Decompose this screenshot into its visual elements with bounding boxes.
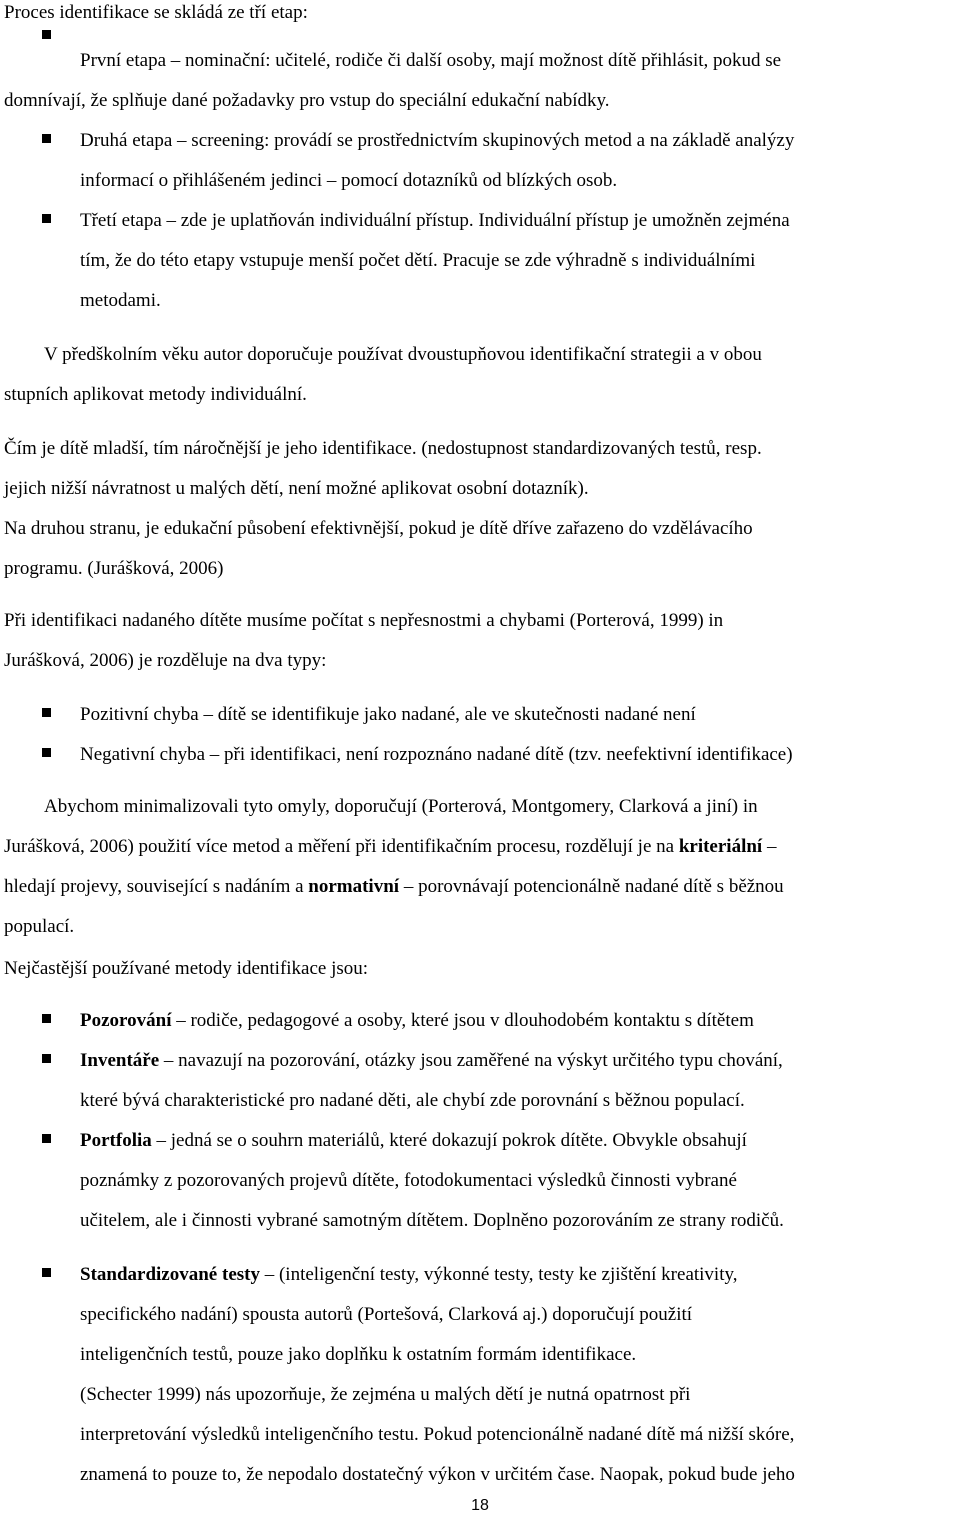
intro-line: Proces identifikace se skládá ze tří etap: — [4, 2, 308, 23]
minimize-line-3: hledají projevy, související s nadáním a normativní – porovnávají potencionálně nadané dítě s běžnou — [4, 876, 784, 897]
term-normativni: normativní — [308, 876, 400, 897]
bullet-icon — [42, 1014, 51, 1023]
method-tests-line-4: (Schecter 1999) nás upozorňuje, že zejména u malých dětí je nutná opatrnost při — [80, 1384, 691, 1405]
bullet-icon — [42, 708, 51, 717]
method-tests-line-3: inteligenčních testů, pouze jako doplňku k ostatním formám identifikace. — [80, 1344, 637, 1365]
method-inventory-line-1: Inventáře – navazují na pozorování, otázky jsou zaměřené na výskyt určitého typu chování, — [80, 1050, 783, 1071]
method-tests-line-5: interpretování výsledků inteligenčního testu. Pokud potencionálně nadané dítě má nižší skóre, — [80, 1424, 795, 1445]
preschool-line-1: V předškolním věku autor doporučuje používat dvoustupňovou identifikační strategii a v obou — [44, 344, 762, 365]
minimize-line-4: populací. — [4, 916, 75, 937]
method-tests-line-1: Standardizované testy – (inteligenční testy, výkonné testy, testy ke zjištění kreativity, — [80, 1264, 738, 1285]
stage-3-line-1: Třetí etapa – zde je uplatňován individuální přístup. Individuální přístup je umožněn zejména — [80, 210, 790, 231]
method-portfolio-line-1: Portfolia – jedná se o souhrn materiálů, které dokazují pokrok dítěte. Obvykle obsahují — [80, 1130, 747, 1151]
younger-line-2: jejich nižší návratnost u malých dětí, není možné aplikovat osobní dotazník). — [4, 478, 589, 499]
education-line-2: programu. (Jurášková, 2006) — [4, 558, 224, 579]
stage-2-line-2: informací o přihlášeném jedinci – pomocí dotazníků od blízkých osob. — [80, 170, 618, 191]
method-observation-line-1: Pozorování – rodiče, pedagogové a osoby, které jsou v dlouhodobém kontaktu s dítětem — [80, 1010, 754, 1031]
stage-3-line-2: tím, že do této etapy vstupuje menší počet dětí. Pracuje se zde výhradně s individuálními — [80, 250, 756, 271]
method-portfolio-line-3: učitelem, ale i činnosti vybrané samotným dítětem. Doplněno pozorováním ze strany rodičů. — [80, 1210, 784, 1231]
bullet-icon — [42, 30, 51, 39]
bullet-icon — [42, 1134, 51, 1143]
stage-3-line-3: metodami. — [80, 290, 161, 311]
method-tests-line-2: specifického nadání) spousta autorů (Portešová, Clarková aj.) doporučují použití — [80, 1304, 693, 1325]
stage-1-line-1: První etapa – nominační: učitelé, rodiče či další osoby, mají možnost dítě přihlásit, pokud se — [80, 50, 782, 71]
bullet-icon — [42, 134, 51, 143]
term-portfolia: Portfolia — [80, 1130, 152, 1151]
stage-1-line-2: domnívají, že splňuje dané požadavky pro vstup do speciální edukační nabídky. — [4, 90, 610, 111]
preschool-line-2: stupních aplikovat metody individuální. — [4, 384, 307, 405]
errors-line-1: Při identifikaci nadaného dítěte musíme počítat s nepřesnostmi a chybami (Porterová, 1999) in — [4, 610, 724, 631]
younger-line-1: Čím je dítě mladší, tím náročnější je jeho identifikace. (nedostupnost standardizovaných testů, resp. — [4, 438, 762, 459]
error-type-positive: Pozitivní chyba – dítě se identifikuje jako nadané, ale ve skutečnosti nadané není — [80, 704, 696, 725]
stage-2-line-1: Druhá etapa – screening: provádí se prostřednictvím skupinových metod a na základě analýzy — [80, 130, 795, 151]
term-pozorovani: Pozorování — [80, 1010, 172, 1031]
method-inventory-line-2: které bývá charakteristické pro nadané děti, ale chybí zde porovnání s běžnou populací. — [80, 1090, 745, 1111]
term-inventare: Inventáře — [80, 1050, 160, 1071]
bullet-icon — [42, 1054, 51, 1063]
errors-line-2: Jurášková, 2006) je rozděluje na dva typy: — [4, 650, 327, 671]
method-portfolio-line-2: poznámky z pozorovaných projevů dítěte, fotodokumentaci výsledků činnosti vybrané — [80, 1170, 737, 1191]
minimize-line-1: Abychom minimalizovali tyto omyly, doporučují (Porterová, Montgomery, Clarková a jiní) in — [44, 796, 758, 817]
method-tests-line-6: znamená to pouze to, že nepodalo dostatečný výkon v určitém čase. Naopak, pokud bude jeho — [80, 1464, 795, 1485]
term-standardizovane-testy: Standardizované testy — [80, 1264, 260, 1285]
education-line-1: Na druhou stranu, je edukační působení efektivnější, pokud je dítě dříve zařazeno do vzdělávacího — [4, 518, 753, 539]
minimize-line-2: Jurášková, 2006) použití více metod a měření při identifikačním procesu, rozdělují je na kriteriální – — [4, 836, 777, 857]
bullet-icon — [42, 748, 51, 757]
bullet-icon — [42, 1268, 51, 1277]
bullet-icon — [42, 214, 51, 223]
error-type-negative: Negativní chyba – při identifikaci, není rozpoznáno nadané dítě (tzv. neefektivní identifikace) — [80, 744, 793, 765]
term-kriterialni: kriteriální — [678, 836, 763, 857]
page-number: 18 — [471, 1497, 489, 1514]
methods-intro: Nejčastější používané metody identifikace jsou: — [4, 958, 369, 979]
